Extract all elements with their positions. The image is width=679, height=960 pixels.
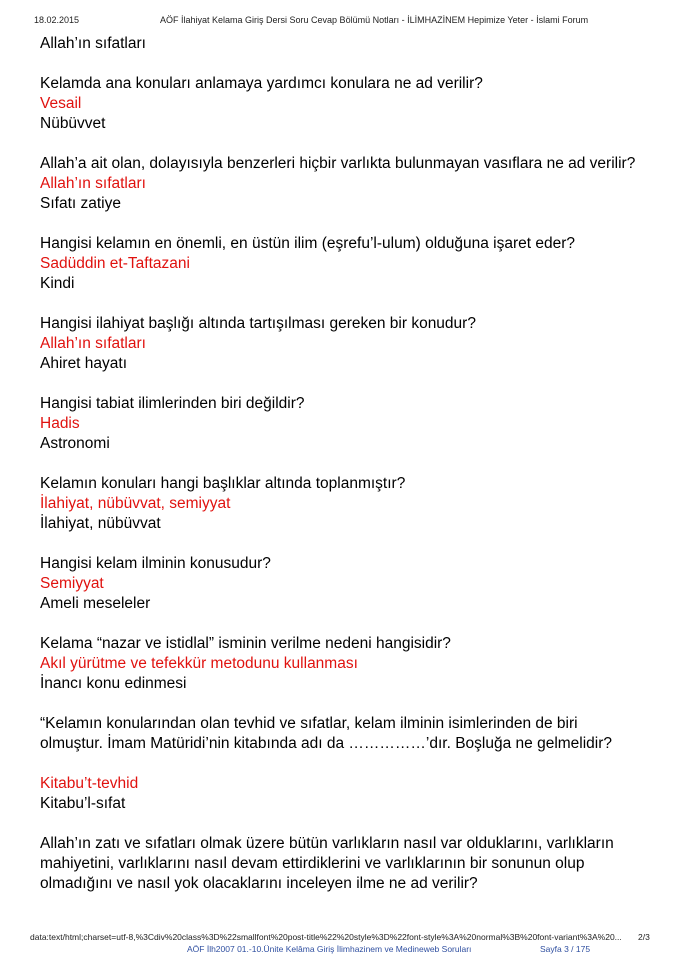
qa-block bbox=[40, 234, 640, 294]
correct-answer: Kitabu’t-tevhid bbox=[40, 775, 139, 792]
footer-page-number: Sayfa 3 / 175 bbox=[540, 944, 591, 954]
footer-page-fraction: 2/3 bbox=[638, 932, 650, 942]
question: Kelamın konuları hangi başlıklar altında toplanmıştır? bbox=[40, 475, 406, 492]
footer-url: data:text/html;charset=utf-8,%3Cdiv%20class%3D%22smallfont%20post-title%22%20style%3D%22font-style%3A%20normal%3B%20font-variant%3A%20... bbox=[30, 932, 622, 942]
qa-block bbox=[40, 394, 640, 454]
question: Kelamda ana konuları anlamaya yardımcı konulara ne ad verilir? bbox=[40, 75, 483, 92]
wrong-option: Sıfatı zatiye bbox=[40, 195, 121, 212]
qa-block bbox=[40, 554, 640, 614]
qa-block bbox=[40, 834, 640, 894]
print-page-title: AÖF İlahiyat Kelama Giriş Dersi Soru Cevap Bölümü Notları - İLİMHAZİNEM Hepimize Yeter - İslami Forum bbox=[160, 15, 589, 25]
qa-block bbox=[40, 314, 640, 374]
print-date: 18.02.2015 bbox=[34, 15, 80, 25]
question: “Kelamın konularından olan tevhid ve sıfatlar, kelam ilminin isimlerinden de biri olmuştur. İmam Matüridi’nin kitabında adı da ……………’dır. Boşluğa ne gelmelidir? bbox=[40, 715, 613, 752]
wrong-option: İnancı konu edinmesi bbox=[40, 675, 187, 692]
question: Kelama “nazar ve istidlal” isminin verilme nedeni hangisidir? bbox=[40, 635, 451, 652]
top-line: Allah’ın sıfatları bbox=[40, 35, 146, 52]
footer-course-title: AÖF İlh2007 01.-10.Ünite Kelâma Giriş İlimhazinem ve Medineweb Soruları bbox=[187, 944, 472, 954]
wrong-option: Nübüvvet bbox=[40, 115, 106, 132]
qa-block bbox=[40, 474, 640, 534]
correct-answer: Akıl yürütme ve tefekkür metodunu kullanması bbox=[40, 655, 358, 672]
wrong-option: Ameli meseleler bbox=[40, 595, 151, 612]
correct-answer: Vesail bbox=[40, 95, 82, 112]
correct-answer: Sadüddin et-Taftazani bbox=[40, 255, 190, 272]
qa-block bbox=[40, 634, 640, 694]
question: Hangisi ilahiyat başlığı altında tartışılması gereken bir konudur? bbox=[40, 315, 476, 332]
correct-answer: Semiyyat bbox=[40, 575, 104, 592]
correct-answer: Allah’ın sıfatları bbox=[40, 175, 146, 192]
question: Allah’ın zatı ve sıfatları olmak üzere bütün varlıkların nasıl var olduklarını, varlıkların mahiyetini, varlıklarını nasıl devam ettirdiklerini ve varlıklarının bir sonunun olup olmadığını ve nasıl yok olacaklarını inceleyen ilme ne ad verilir? bbox=[40, 835, 614, 892]
qa-block bbox=[40, 74, 640, 134]
wrong-option: Kindi bbox=[40, 275, 75, 292]
correct-answer: Allah’ın sıfatları bbox=[40, 335, 146, 352]
question: Hangisi kelam ilminin konusudur? bbox=[40, 555, 271, 572]
wrong-option: Astronomi bbox=[40, 435, 110, 452]
correct-answer: İlahiyat, nübüvvat, semiyyat bbox=[40, 495, 231, 512]
wrong-option: Kitabu’l-sıfat bbox=[40, 795, 126, 812]
correct-answer: Hadis bbox=[40, 415, 80, 432]
document-body bbox=[40, 34, 640, 914]
question: Hangisi tabiat ilimlerinden biri değildir? bbox=[40, 395, 305, 412]
wrong-option: Ahiret hayatı bbox=[40, 355, 128, 372]
question: Allah’a ait olan, dolayısıyla benzerleri hiçbir varlıkta bulunmayan vasıflara ne ad verilir? bbox=[40, 155, 636, 172]
wrong-option: İlahiyat, nübüvvat bbox=[40, 515, 161, 532]
question: Hangisi kelamın en önemli, en üstün ilim (eşrefu’l-ulum) olduğuna işaret eder? bbox=[40, 235, 576, 252]
qa-block bbox=[40, 154, 640, 214]
qa-block bbox=[40, 714, 640, 814]
